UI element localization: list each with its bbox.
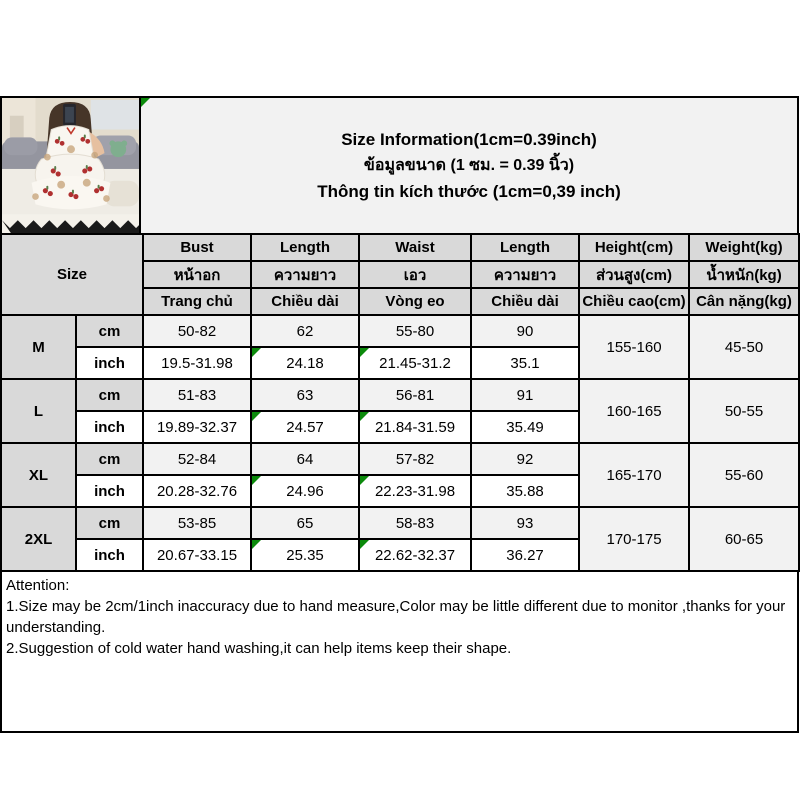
header-height-th: ส่วนสูง(cm) xyxy=(579,261,689,288)
m-waist-cm: 55-80 xyxy=(359,315,471,347)
header-length-th: ความยาว xyxy=(251,261,359,288)
m-length-inch: 24.18 xyxy=(251,347,359,379)
size-label-m: M xyxy=(1,315,76,379)
xl-waist-inch: 22.23-31.98 xyxy=(359,475,471,507)
header-bust-th: หน้าอก xyxy=(143,261,251,288)
size-chart-sheet xyxy=(0,96,799,733)
2xl-height: 170-175 xyxy=(579,507,689,571)
unit-label-inch: inch xyxy=(76,411,143,443)
m-height: 155-160 xyxy=(579,315,689,379)
2xl-waist-inch: 22.62-32.37 xyxy=(359,539,471,571)
header-weight-en: Weight(kg) xyxy=(689,234,799,261)
2xl-length2-cm: 93 xyxy=(471,507,579,539)
excel-error-triangle-icon xyxy=(252,412,261,421)
2xl-bust-inch: 20.67-33.15 xyxy=(143,539,251,571)
2xl-length-cm: 65 xyxy=(251,507,359,539)
header-height-vi: Chiều cao(cm) xyxy=(579,288,689,315)
excel-error-triangle-icon xyxy=(252,476,261,485)
unit-label-inch: inch xyxy=(76,347,143,379)
header-waist-en: Waist xyxy=(359,234,471,261)
l-bust-cm: 51-83 xyxy=(143,379,251,411)
xl-weight: 55-60 xyxy=(689,443,799,507)
l-length-inch: 24.57 xyxy=(251,411,359,443)
m-bust-cm: 50-82 xyxy=(143,315,251,347)
l-waist-inch: 21.84-31.59 xyxy=(359,411,471,443)
l-waist-cm: 56-81 xyxy=(359,379,471,411)
l-weight: 50-55 xyxy=(689,379,799,443)
product-photo xyxy=(2,98,141,233)
excel-error-triangle-icon xyxy=(360,476,369,485)
title-thai: ข้อมูลขนาด (1 ซม. = 0.39 นิ้ว) xyxy=(363,156,575,174)
xl-length2-inch: 35.88 xyxy=(471,475,579,507)
title-vietnamese: Thông tin kích thước (1cm=0,39 inch) xyxy=(317,181,621,201)
l-length2-inch: 35.49 xyxy=(471,411,579,443)
size-label-xl: XL xyxy=(1,443,76,507)
header-weight-vi: Cân nặng(kg) xyxy=(689,288,799,315)
l-length-cm: 63 xyxy=(251,379,359,411)
attention-heading: Attention: xyxy=(6,577,70,594)
unit-label-cm: cm xyxy=(76,507,143,539)
2xl-length-inch: 25.35 xyxy=(251,539,359,571)
header-bust-en: Bust xyxy=(143,234,251,261)
header-waist-th: เอว xyxy=(359,261,471,288)
2xl-bust-cm: 53-85 xyxy=(143,507,251,539)
unit-label-cm: cm xyxy=(76,315,143,347)
header-length-vi: Chiều dài xyxy=(251,288,359,315)
xl-length2-cm: 92 xyxy=(471,443,579,475)
excel-error-triangle-icon xyxy=(252,540,261,549)
l-length2-cm: 91 xyxy=(471,379,579,411)
header-length2-vi: Chiều dài xyxy=(471,288,579,315)
size-label-l: L xyxy=(1,379,76,443)
attention-note xyxy=(0,572,799,733)
m-waist-inch: 21.45-31.2 xyxy=(359,347,471,379)
attention-line-2: 2.Suggestion of cold water hand washing,it can help items keep their shape. xyxy=(6,640,512,657)
excel-error-triangle-icon xyxy=(360,412,369,421)
header-waist-vi: Vòng eo xyxy=(359,288,471,315)
unit-label-cm: cm xyxy=(76,379,143,411)
header-length-en: Length xyxy=(251,234,359,261)
2xl-weight: 60-65 xyxy=(689,507,799,571)
excel-error-triangle-icon xyxy=(252,348,261,357)
m-length-cm: 62 xyxy=(251,315,359,347)
2xl-waist-cm: 58-83 xyxy=(359,507,471,539)
size-label-2xl: 2XL xyxy=(1,507,76,571)
m-length2-inch: 35.1 xyxy=(471,347,579,379)
size-column-header: Size xyxy=(1,234,143,315)
pajama-model-photo-illustration xyxy=(2,98,139,233)
xl-waist-cm: 57-82 xyxy=(359,443,471,475)
excel-error-triangle-icon xyxy=(360,540,369,549)
unit-label-inch: inch xyxy=(76,475,143,507)
attention-line-1: 1.Size may be 2cm/1inch inaccuracy due to hand measure,Color may be little different due to monitor ,thanks for your understanding. xyxy=(6,598,786,636)
m-length2-cm: 90 xyxy=(471,315,579,347)
excel-error-triangle-icon xyxy=(360,348,369,357)
header-length2-en: Length xyxy=(471,234,579,261)
xl-bust-cm: 52-84 xyxy=(143,443,251,475)
unit-label-inch: inch xyxy=(76,539,143,571)
header-weight-th: น้ำหนัก(kg) xyxy=(689,261,799,288)
header-height-en: Height(cm) xyxy=(579,234,689,261)
l-height: 160-165 xyxy=(579,379,689,443)
header-bust-vi: Trang chủ xyxy=(143,288,251,315)
unit-label-cm: cm xyxy=(76,443,143,475)
xl-bust-inch: 20.28-32.76 xyxy=(143,475,251,507)
header-band xyxy=(0,96,799,235)
title-english: Size Information(1cm=0.39inch) xyxy=(341,129,597,149)
m-weight: 45-50 xyxy=(689,315,799,379)
excel-error-triangle-icon xyxy=(141,98,150,107)
xl-length-inch: 24.96 xyxy=(251,475,359,507)
size-information-title-block xyxy=(141,98,797,233)
2xl-length2-inch: 36.27 xyxy=(471,539,579,571)
xl-height: 165-170 xyxy=(579,443,689,507)
header-length2-th: ความยาว xyxy=(471,261,579,288)
l-bust-inch: 19.89-32.37 xyxy=(143,411,251,443)
m-bust-inch: 19.5-31.98 xyxy=(143,347,251,379)
xl-length-cm: 64 xyxy=(251,443,359,475)
size-table xyxy=(0,233,800,572)
